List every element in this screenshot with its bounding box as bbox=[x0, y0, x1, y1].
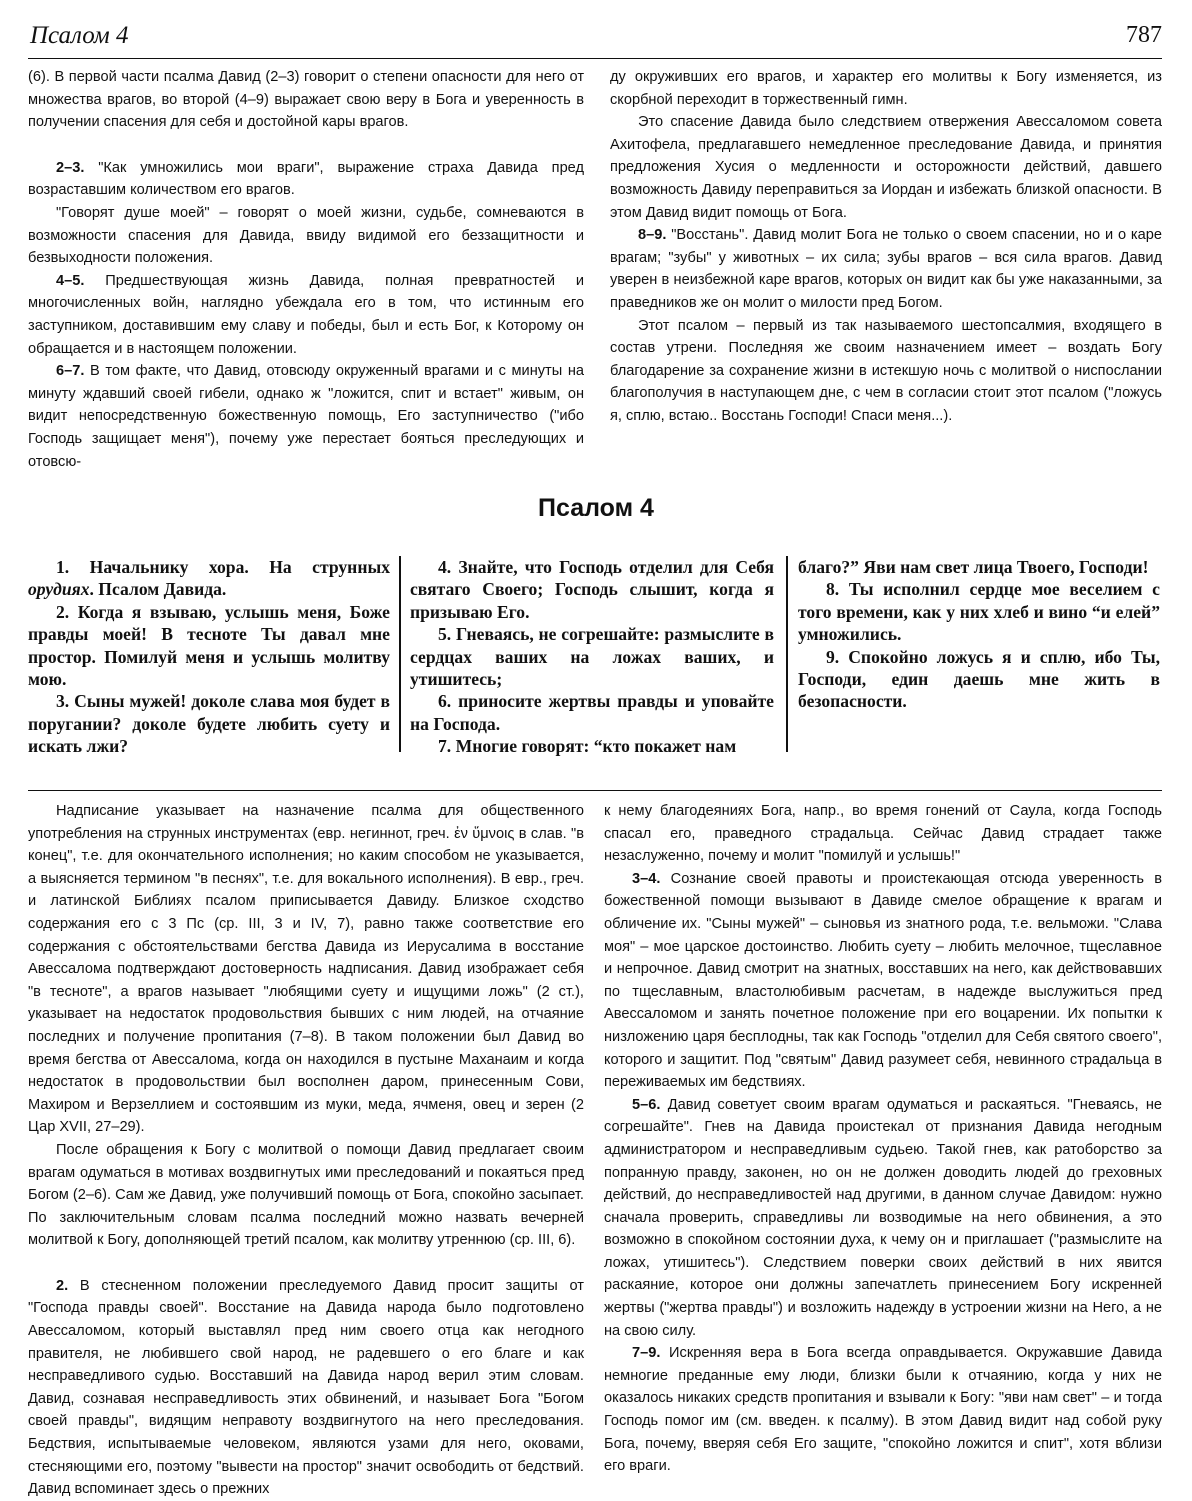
paragraph: 8–9. "Восстань". Давид молит Бога не только о своем спасении, но и о каре врагам; "зубы" у животных – их сила; зубы врагов – вся сила врагов. Давид уверен в неизбежной каре врагов, которых он видит как бы уже наказанными, за праведников же он молит о милости пред Богом. bbox=[610, 227, 1162, 311]
paragraph: ду окруживших его врагов, и характер его молитвы к Богу изменяется, из скорбной переходит в торжественный гимн. bbox=[610, 69, 1162, 108]
verse: 3. Сыны мужей! доколе слава моя будет в поругании? доколе будете любить суету и искать лжи? bbox=[28, 691, 390, 757]
paragraph: 2–3. "Как умножились мои враги", выражение страха Давида пред возраставшим количеством его врагов. bbox=[28, 159, 584, 199]
paragraph: "Говорят душе моей" – говорят о моей жизни, судьбе, сомневаются в возможности спасения для Давида, ввиду видимой его беззащитности и безвыходности положения. bbox=[28, 204, 584, 267]
verse: 1. Начальнику хора. На струнных орудиях. Псалом Давида. bbox=[28, 557, 390, 600]
verse-reference: 2–3. bbox=[56, 159, 85, 176]
running-title: Псалом 4 bbox=[30, 22, 129, 49]
paragraph: Это спасение Давида было следствием отвержения Авессаломом совета Ахитофела, предлагавшего немедленное преследование Давида, и принятия предложения Хусия о медленности и осторожности действий, давшего возможность Давиду переправиться за Иордан и избежать близкой опасности. В этом Давид видит помощь от Бога. bbox=[610, 114, 1162, 221]
page-header bbox=[28, 18, 1162, 59]
psalm-verses-col-2 bbox=[410, 556, 774, 758]
column-divider bbox=[786, 556, 788, 752]
paragraph: 3–4. Сознание своей правоты и проистекающая отсюда уверенность в божественной помощи вызывают в Давиде смелое обращение к врагам и обличение их. "Сыны мужей" – сыновья из знатного рода, т.е. вельможи. "Слава моя" – мое царское достоинство. Любить суету – любить мелочное, тщеславное и непрочное. Давид смотрит на знатных, восставших на него, как действовавших по тщеславным, властолюбивым расчетам, в надежде выслужиться пред Авессаломом и занять почетное положение при его воцарении. Их попытки к низложению царя бесплодны, так как Господь "отделил для Себя святого своего", которого и защитит. Под "святым" Давид разумеет себя, невинного страдальца в переживаемых им бедствиях. bbox=[604, 870, 1162, 1091]
italic-word: орудиях bbox=[28, 579, 90, 600]
verse-reference: 6–7. bbox=[56, 363, 85, 380]
paragraph: Этот псалом – первый из так называемого шестопсалмия, входящего в состав утрени. Последняя же своим назначением имеет – воздать Богу благодарение за сохранение жизни в истекшую ночь с молитвой о ниспослании благополучия в наступающем дне, с чем в согласии стоит этот псалом ("ложусь я, сплю, встаю.. Восстань Господи! Спаси меня...). bbox=[610, 317, 1162, 424]
paragraph: После обращения к Богу с молитвой о помощи Давид предлагает своим врагам одуматься в мотивах воздвигнутых ими преследований и покаяться пред Богом (2–6). Сам же Давид, уже получивший помощь от Бога, спокойно засыпает. По заключительным словам псалма последний можно назвать вечерней молитвой к Богу, дополняющей третий псалом, как молитву утреннюю (ср. III, 6). bbox=[28, 1141, 584, 1249]
paragraph: 4–5. Предшествующая жизнь Давида, полная превратностей и многочисленных войн, наглядно убеждала его в том, что истинным его заступником, доставившим ему славу и победы, был и есть Бог, к Которому он обращается и в настоящем положении. bbox=[28, 272, 584, 357]
verse-reference: 3–4. bbox=[632, 870, 661, 887]
paragraph: Надписание указывает на назначение псалма для общественного употребления на струнных инструментах (евр. негиннот, греч. ἐν ὕμνοις в слав. "в конец", т.е. для окончательного исполнения; но каким способом не указывается, а выясняется термином "в песнях", т.е. для вокального исполнения). В евр., греч. и латинской Библиях псалом приписывается Давиду. Близкое сходство содержания его с 3 Пс (ср. III, 3 и IV, 7), равно также соответствие его содержания с обстоятельствами бегства Давида из Иерусалима в восстание Авессалома подтверждают достоверность надписания. Давид изображает себя "в тесноте", а врагов называет "любящими суету и ищущими ложь" (2 ст.), указывает на недостаток продовольствия бывших с ним людей, на отчаяние последних и получение пропитания (7–8). В таком положении был Давид во время бегства от Авессалома, когда он находился в пустыне Маханаим и когда недостаток в продовольствии был восполнен даром, принесенным Сови, Махиром и Верзеллием и состоявшим из муки, меда, ячменя, овец и зерен (2 Цар XVII, 27–29). bbox=[28, 803, 584, 1136]
bottom-commentary-right bbox=[604, 800, 1162, 1478]
page-number: 787 bbox=[1126, 22, 1162, 48]
verse: благо?” Яви нам свет лица Твоего, Господи! bbox=[798, 557, 1149, 577]
paragraph: 2. В стесненном положении преследуемого Давид просит защиты от "Господа правды своей". Восстание на Давида народа было подготовлено Авессаломом, который выставлял пред ним своего отца как негодного правителя, не любившего свой народ, не радевшего о его благе и как несправедливого судью. Восставший на Давида народ верил этим словам. Давид, сознавая несправедливость этих обвинений, и называет Бога "Богом своей правды", видящим неправоту воздвигнутого на него преследования. Бедствия, испытываемые человеком, являются узами для него, оковами, стесняющими его, поэтому "вывести на простор" значит освободить от бедствий. Давид вспоминает здесь о прежних bbox=[28, 1277, 584, 1498]
verse-reference: 8–9. bbox=[638, 227, 667, 244]
paragraph: 7–9. Искренняя вера в Бога всегда оправдывается. Окружавшие Давида немногие преданные ему люди, близки были к отчаянию, когда у них не оказалось никаких средств пропитания и взывали к Богу: "яви нам свет" – и тогда Господь помог им (см. введен. к псалму). В этом Давид видит над собой руку Бога, почему, вверяя себя Его защите, "спокойно ложится и спит", хотя вблизи его враги. bbox=[604, 1345, 1162, 1475]
section-divider bbox=[28, 790, 1162, 791]
top-commentary-left bbox=[28, 66, 584, 473]
paragraph: 5–6. Давид советует своим врагам одуматься и раскаяться. "Гневаясь, не согрешайте". Гнев на Давида проистекал от признания Давида негодным администратором и несправедливым судьею. Такой гнев, как ратоборство за попранную правду, законен, но он не должен доводить людей до греховных действий, до несправедливостей над другими, в данном случае Давидом: нужно сначала проверить, справедливы ли возводимые на него обвинения, а это возможно в спокойном состоянии духа, к чему он и приглашает ("размыслите на ложах, утишитесь"). Следствием поверки своих действий в них явится раскаяние, которое они должны запечатлеть принесением Богу искренней жертвы ("жертва правды") и возложить надежду в устроении жизни на Него, а не на свою силу. bbox=[604, 1096, 1162, 1339]
verse: 7. Многие говорят: “кто покажет нам bbox=[438, 736, 737, 757]
bottom-commentary-left bbox=[28, 800, 584, 1501]
verse: 6. приносите жертвы правды и уповайте на Господа. bbox=[410, 691, 774, 734]
verse: 5. Гневаясь, не согрешайте: размыслите в сердцах ваших на ложах ваших, и утишитесь; bbox=[410, 624, 774, 690]
verse: 8. Ты исполнил сердце мое веселием с того времени, как у них хлеб и вино “и елей” умножились. bbox=[798, 579, 1160, 645]
psalm-verses-col-3 bbox=[798, 556, 1160, 713]
verse-reference: 5–6. bbox=[632, 1096, 661, 1113]
verse-reference: 4–5. bbox=[56, 272, 85, 289]
verse: 4. Знайте, что Господь отделил для Себя святаго Своего; Господь слышит, когда я призываю Его. bbox=[410, 557, 774, 622]
verse-reference: 7–9. bbox=[632, 1345, 661, 1362]
verse: 2. Когда я взываю, услышь меня, Боже правды моей! В тесноте Ты давал мне простор. Помилуй меня и услышь молитву мою. bbox=[28, 601, 390, 690]
paragraph: (6). В первой части псалма Давид (2–3) говорит о степени опасности для него от множества врагов, во второй (4–9) выражает свою веру в Бога и уверенность в получении спасения для себя и достойной кары врагов. bbox=[28, 69, 584, 131]
top-commentary-right bbox=[610, 66, 1162, 428]
paragraph: 6–7. В том факте, что Давид, отовсюду окруженный врагами и с минуты на минуту ждавший своей гибели, однако ж "ложится, спит и встает" живым, он видит непосредственную божественную помощь, Его заступничество ("ибо Господь защищает меня"), почему уже перестает бояться преследующих и отовсю- bbox=[28, 363, 584, 470]
psalm-title: Псалом 4 bbox=[538, 494, 654, 522]
verse: 9. Спокойно ложусь я и сплю, ибо Ты, Господи, един даешь мне жить в безопасности. bbox=[798, 646, 1160, 712]
psalm-verses-col-1 bbox=[28, 556, 390, 758]
paragraph: к нему благодеяниях Бога, напр., во время гонений от Саула, когда Господь спасал его, праведного страдальца. Сейчас Давид страдает также незаслуженно, почему и молит "помилуй и услышь!" bbox=[604, 803, 1162, 865]
column-divider bbox=[399, 556, 401, 752]
verse-reference: 2. bbox=[56, 1277, 69, 1294]
